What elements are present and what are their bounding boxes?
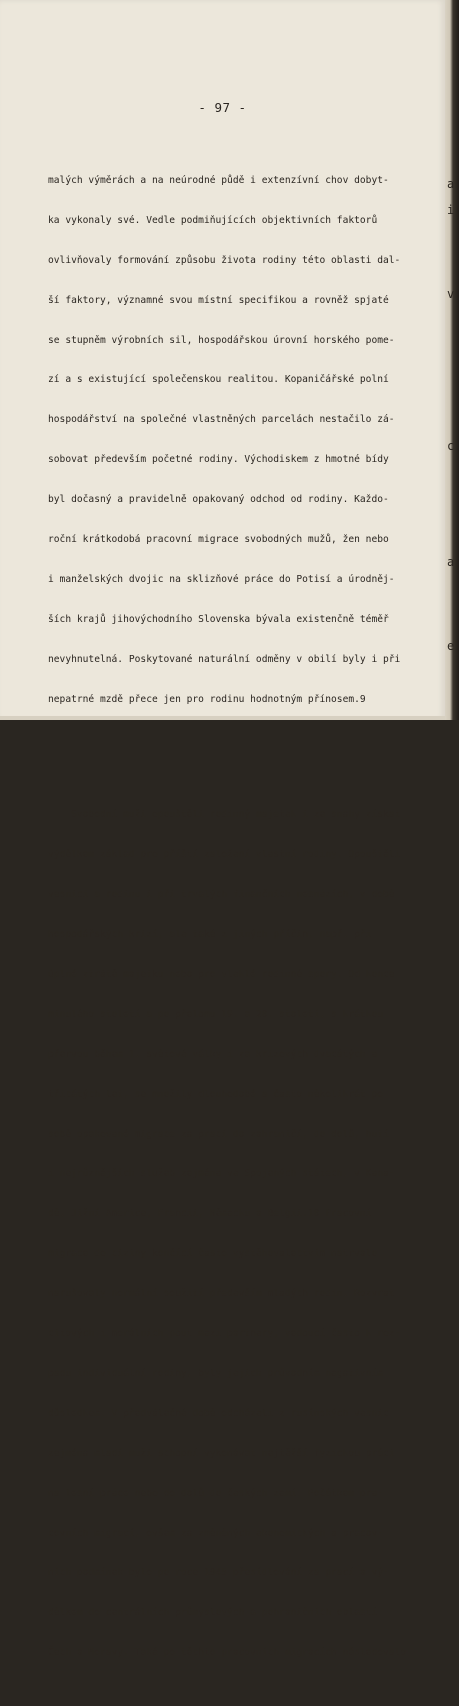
text-line: třicátých let, se množily dlouhodobé a často několikrát po	[48, 1088, 384, 1100]
text-line: Svobodní muži opouštěli rodinný majetek i ze snahy získat	[48, 809, 401, 821]
page-number: - 97 -	[198, 100, 247, 115]
text-line: hospodářství na společné vlastněných parcelách nestačilo zá-	[48, 414, 395, 426]
text-line: citových i morálních pout mezi partnery, vedoucí často k roz-	[48, 1328, 401, 1340]
adjacent-page-edge	[445, 0, 459, 720]
text-line: úplné ztrátě majetku nebo pro vleklé rodinné spory. Od konce	[48, 969, 395, 981]
text-line: i manželských dvojic na sklizňové práce do Potisí a úrodněj-	[48, 573, 395, 585]
text-line: narušovaly normální soužití především mladých rodin. Rozvrat	[48, 1288, 395, 1300]
text-line: migrace do ciziny končící často vystěhovalectvím natrvalo	[48, 1248, 378, 1260]
text-line: roční krátkodobá pracovní migrace svobodných mužů, žen nebo	[48, 534, 389, 546]
text-line: nevyhnutelná. Poskytované naturální odměny v obilí byly i při	[48, 653, 401, 665]
text-line: sobě opakované migrace za prací do zahraničí, do dolů, hutí	[48, 1128, 389, 1140]
text-line: ších krajů jihovýchodního Slovenska bývala existenčně téměř	[48, 613, 389, 625]
paragraph-gap	[48, 752, 436, 762]
text-line: padu individuální rodiny, byly jejich průvodním negativním	[48, 1367, 384, 1379]
text-line: i nejrůznějších služeb zejména ve Spojených státech, v Kana-	[48, 1168, 395, 1180]
text-line: covních migrací, ovšem za změněných ekonomických a pracov-	[48, 1527, 384, 1539]
paragraph-2	[48, 784, 436, 1684]
text-line: malých výměrách a na neúrodné půdě i extenzívní chov dobyt-	[48, 175, 389, 186]
text-line: ovlivňovaly formování způsobu života rodiny této oblasti dal-	[48, 254, 401, 266]
text-line: nepatrné mzdě přece jen pro rodinu hodnotným přínosem.9	[48, 693, 366, 705]
text-line: se stupněm výrobních sil, hospodářskou úrovní horského pome-	[48, 334, 395, 346]
edge-fragment: v	[447, 287, 455, 301]
edge-fragment: c	[447, 439, 455, 453]
text-line: důsledkem. V předválečné době odcházeli z rusínských vesnic	[48, 1407, 389, 1419]
text-line: ka vykonaly své. Vedle podmiňujících objektivních faktorů	[48, 214, 378, 226]
edge-fragment: e	[447, 639, 455, 653]
body-text	[48, 128, 436, 1706]
text-line: dě, Jižní Americe, Francii, Německu a Belgii.10 Pracovní	[48, 1208, 372, 1220]
text-line: zejména mladí muži schopní vykonávat nejtěžší fyzickou práci	[48, 1447, 395, 1459]
text-line: vesnici a rodinu i při trvalých finančních nesnázích, v době	[48, 889, 395, 901]
paragraph-1	[48, 150, 436, 730]
text-line: hospodářských krizí, ale také z jiných příčin, např. při	[48, 929, 372, 941]
text-line: zí a s existující společenskou realitou. Kopaničářské polní	[48, 374, 389, 386]
text-line: na lesní práce nebo do dolů do českých zemí. Počátkem pra-	[48, 1487, 384, 1499]
edge-fragment: i	[447, 203, 455, 217]
text-line: přervou během 1. světové války i za krizových dvacátých a	[48, 1048, 378, 1060]
page-bottom-edge	[0, 716, 445, 720]
text-line: ních podmínek bylo po roce 1945 přesídlování za prací a vý-	[48, 1567, 389, 1579]
text-line: ší faktory, významné svou místní specifikou a rovněž spjaté	[48, 294, 389, 306]
text-line: minulého století a po přelomu 19. a 20. století, s krátkou	[48, 1008, 384, 1020]
edge-fragment: a	[447, 177, 455, 191]
text-line: byl dočasný a pravidelně opakovaný odchod od rodiny. Každo-	[48, 494, 389, 506]
text-line: dělkem do centrálních průmyslových a pohraničních oblastí	[48, 1607, 378, 1619]
text-line: výdělkem základ pro příští založení vlastní rodiny. Opouštěli	[48, 849, 401, 861]
text-line: sobovat především početné rodiny. Východiskem z hmotné bídy	[48, 454, 389, 466]
edge-fragment: a	[447, 555, 455, 569]
text-line: Čech a Moravy. Také po těchto pracovních migracích následovalo	[48, 1647, 407, 1659]
